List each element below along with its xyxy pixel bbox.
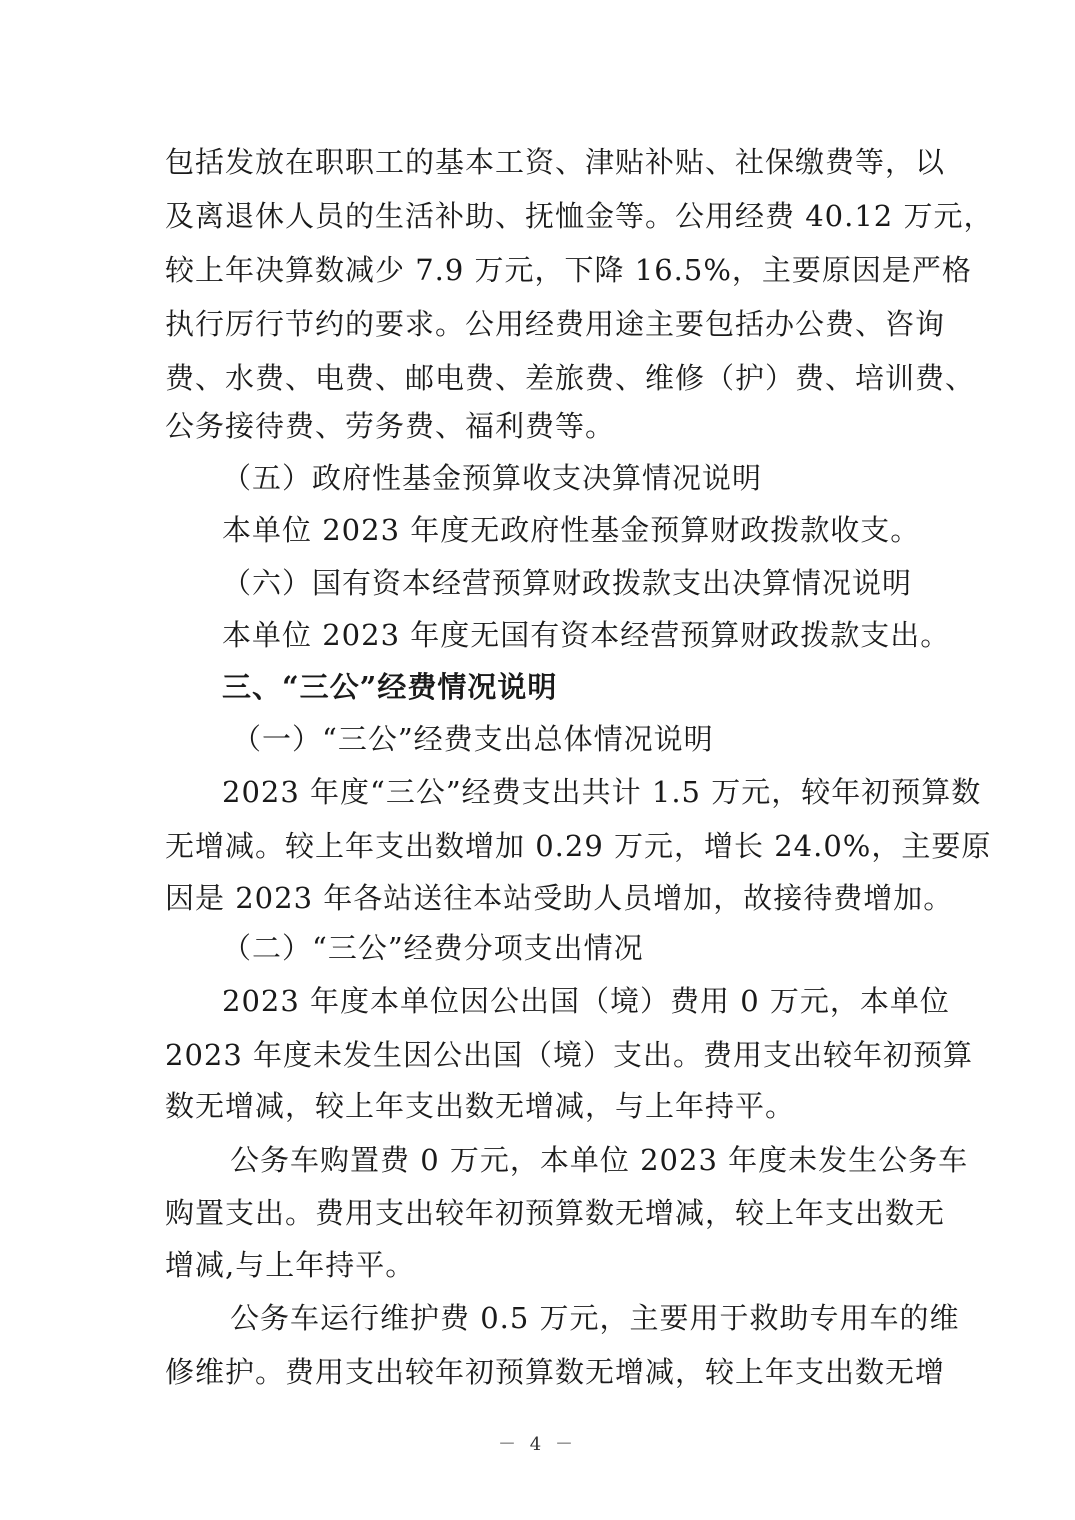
section-heading-6: （六）国有资本经营预算财政拨款支出决算情况说明 xyxy=(222,566,913,600)
body-text-line: 公务车购置费 0 万元，本单位 2023 年度未发生公务车 xyxy=(230,1143,969,1177)
body-text-line: 2023 年度本单位因公出国（境）费用 0 万元，本单位 xyxy=(222,984,950,1018)
body-text-line: 本单位 2023 年度无国有资本经营预算财政拨款支出。 xyxy=(222,618,951,652)
body-text-line: 因是 2023 年各站送往本站受助人员增加，故接待费增加。 xyxy=(165,881,954,915)
body-text-line: 执行厉行节约的要求。公用经费用途主要包括办公费、咨询 xyxy=(165,307,946,341)
body-text-line: 2023 年度未发生因公出国（境）支出。费用支出较年初预算 xyxy=(165,1038,974,1072)
body-text-line: 包括发放在职职工的基本工资、津贴补贴、社保缴费等，以 xyxy=(165,145,946,179)
body-text-line: 购置支出。费用支出较年初预算数无增减，较上年支出数无 xyxy=(165,1196,946,1230)
body-text-line: 较上年决算数减少 7.9 万元，下降 16.5%，主要原因是严格 xyxy=(165,253,972,287)
body-text-line: 费、水费、电费、邮电费、差旅费、维修（护）费、培训费、 xyxy=(165,361,976,395)
body-text-line: 数无增减，较上年支出数无增减，与上年持平。 xyxy=(165,1089,796,1123)
section-heading-1: （一）“三公”经费支出总体情况说明 xyxy=(232,722,714,756)
section-heading-2: （二）“三公”经费分项支出情况 xyxy=(222,931,644,965)
body-text-line: 2023 年度“三公”经费支出共计 1.5 万元，较年初预算数 xyxy=(222,775,982,809)
body-text-line: 及离退休人员的生活补助、抚恤金等。公用经费 40.12 万元， xyxy=(165,199,994,233)
body-text-line: 增减,与上年持平。 xyxy=(165,1248,416,1282)
section-heading-5: （五）政府性基金预算收支决算情况说明 xyxy=(222,461,763,495)
page-number: － 4 － xyxy=(498,1434,577,1455)
body-text-line: 无增减。较上年支出数增加 0.29 万元，增长 24.0%，主要原 xyxy=(165,829,992,863)
body-text-line: 本单位 2023 年度无政府性基金预算财政拨款收支。 xyxy=(222,513,921,547)
body-text-line: 公务接待费、劳务费、福利费等。 xyxy=(165,409,616,443)
chapter-heading-three-public-funds: 三、“三公”经费情况说明 xyxy=(222,670,558,704)
body-text-line: 修维护。费用支出较年初预算数无增减，较上年支出数无增 xyxy=(165,1355,946,1389)
body-text-line: 公务车运行维护费 0.5 万元，主要用于救助专用车的维 xyxy=(230,1301,960,1335)
